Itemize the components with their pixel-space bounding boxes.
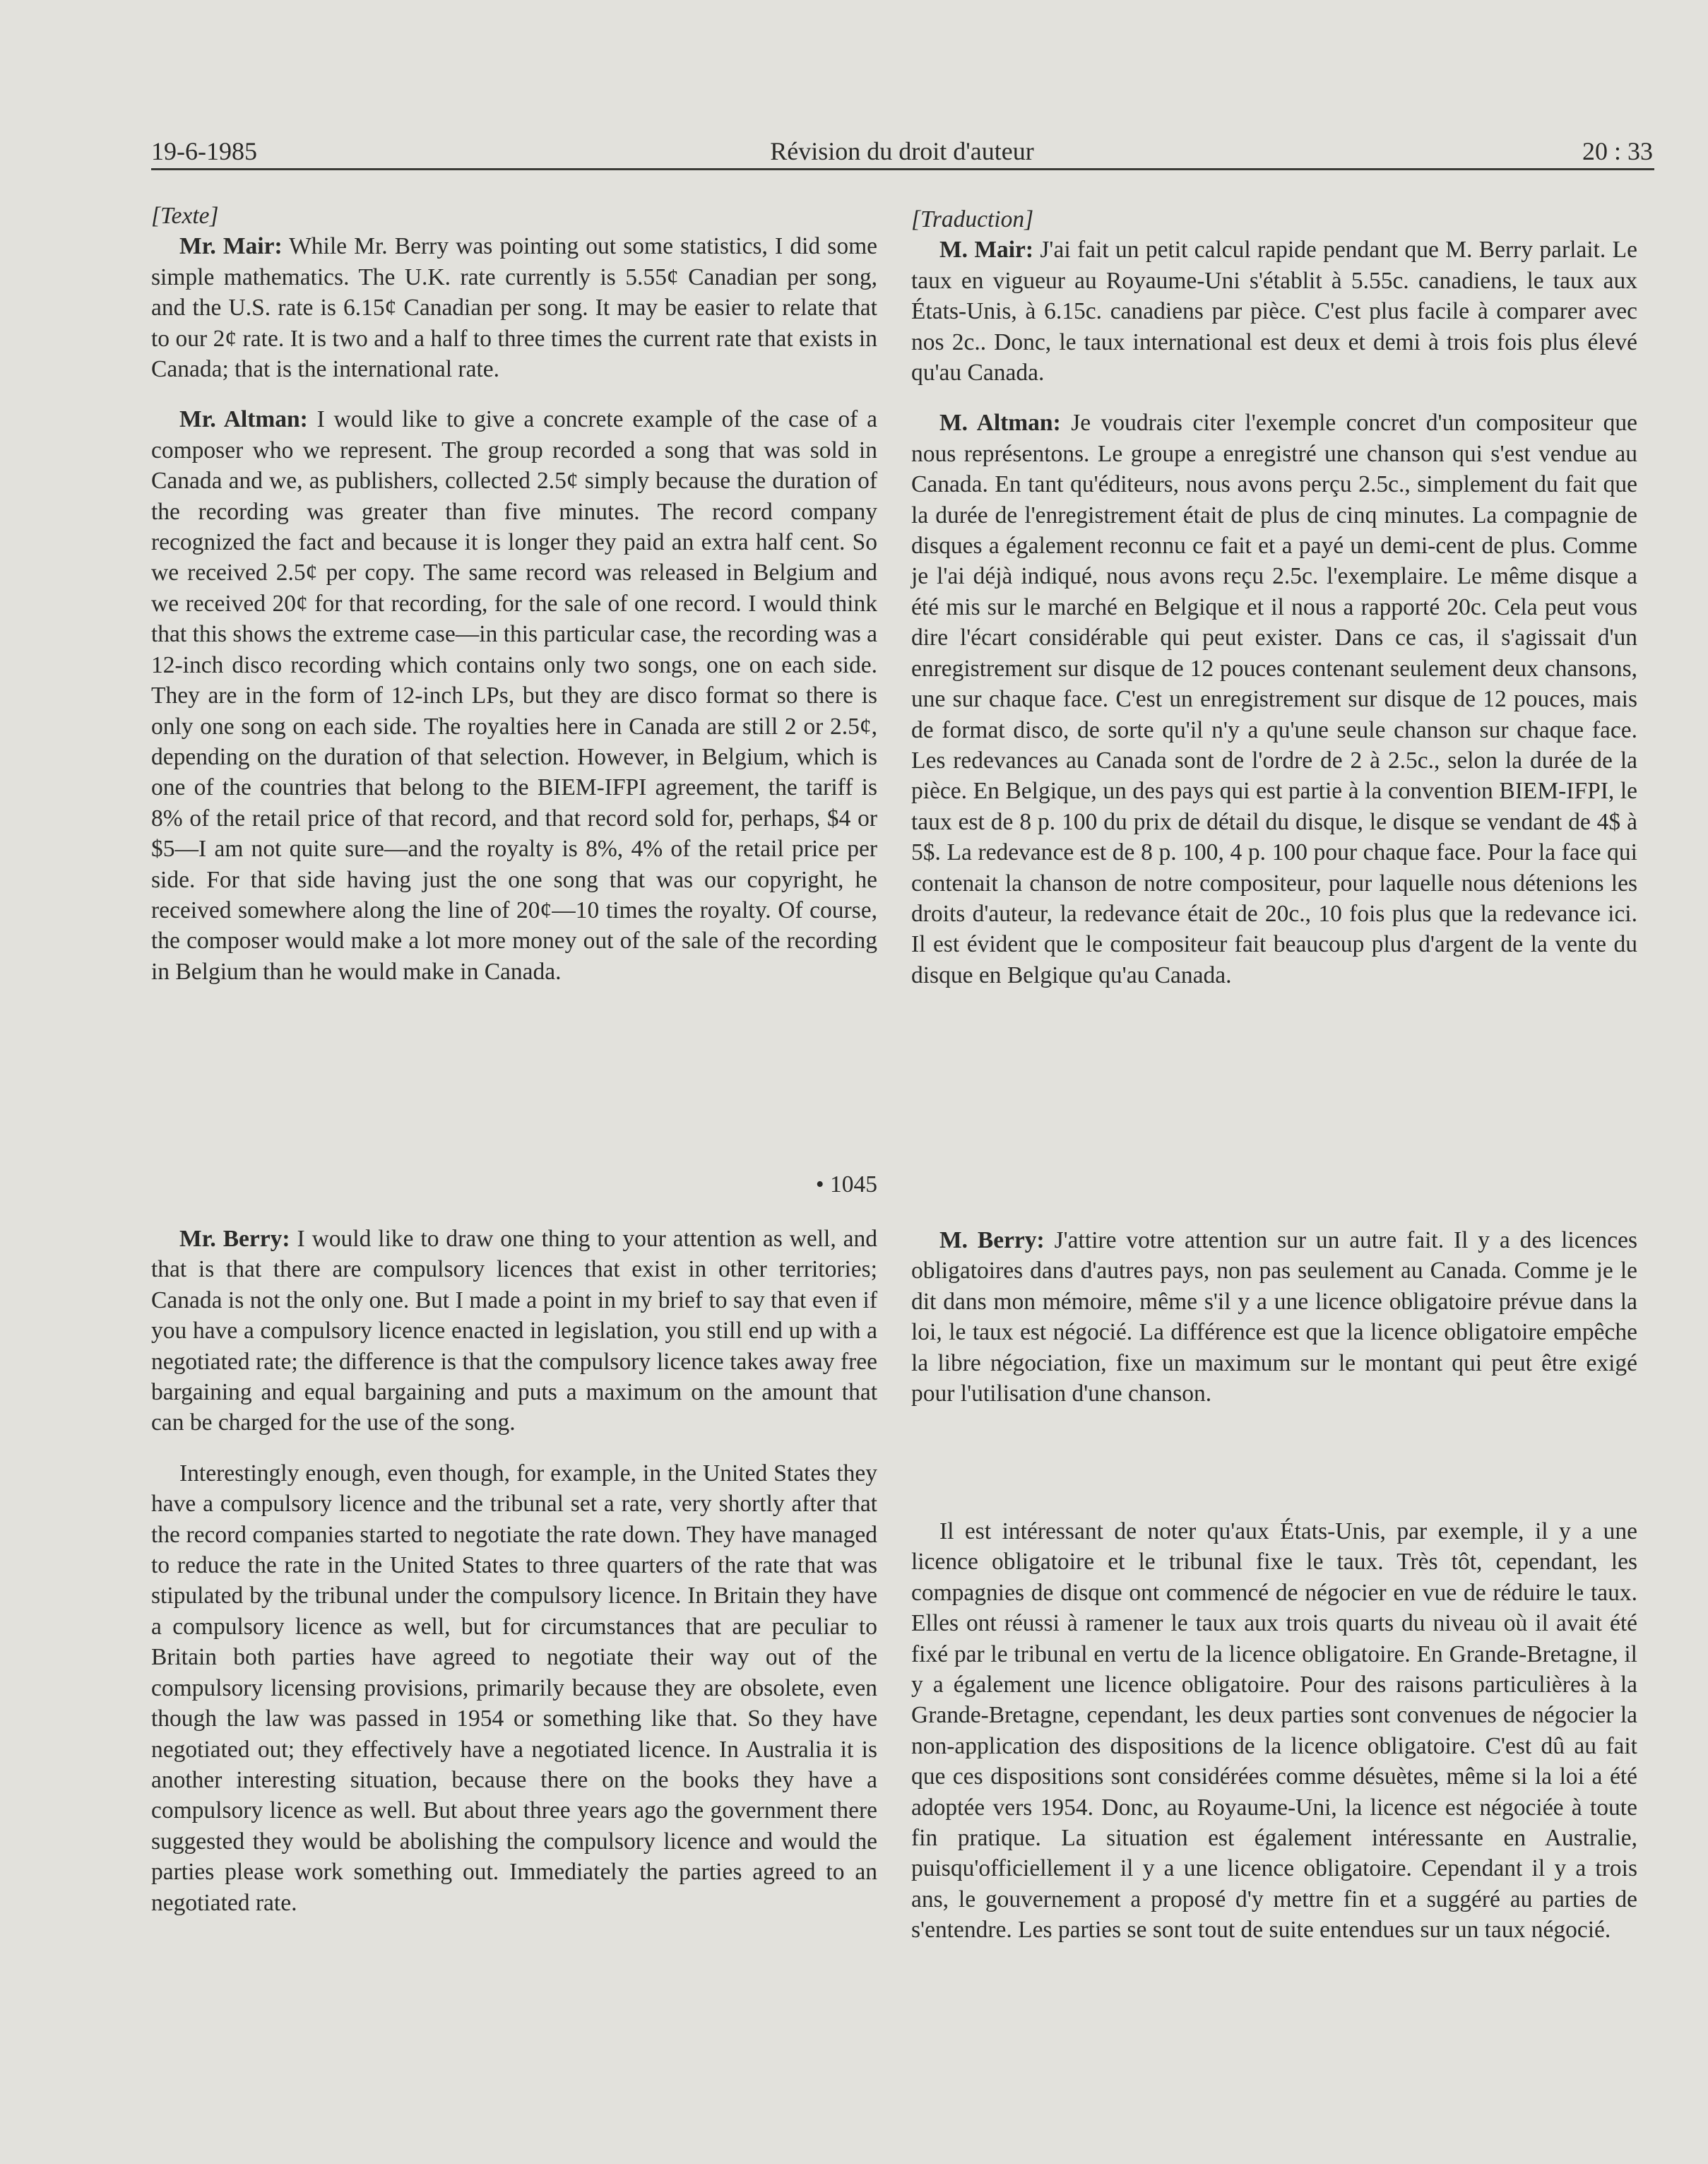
header-title: Révision du droit d'auteur — [770, 137, 1034, 165]
french-language-tag: [Traduction] — [911, 206, 1034, 232]
header-page-number: 20 : 33 — [1582, 137, 1653, 165]
french-column-berry — [911, 1225, 1637, 1409]
english-paragraph-berry-cont: Interestingly enough, even though, for example, in the United States they have a compulsory licence and the tribunal set a rate, very shortly after that the record companies started to negotiate the rate down. They have managed to reduce the rate in the United States to three quarters of the rate that was stipulated by the tribunal under the compulsory licence. In Britain they have a compulsory licence as well, but for circumstances that are peculiar to Britain both parties have agreed to negotiate their way out of the compulsory licensing provisions, primarily because they are obsolete, even though the law was passed in 1954 or something like that. So they have negotiated out; they effectively have a negotiated licence. In Australia it is another interesting situation, because there on the books they have a compulsory licence as well. But about three years ago the government there suggested they would be abolishing the compulsory licence and would the parties please work something out. Immediately the parties agreed to an negotiated rate. — [151, 1460, 877, 1916]
french-column-lower — [911, 1516, 1637, 1946]
speaker-name: Mr. Mair: — [179, 233, 283, 260]
speaker-name: Mr. Berry: — [179, 1226, 290, 1252]
english-column — [151, 201, 877, 987]
header-date: 19-6-1985 — [151, 137, 257, 165]
french-paragraph-altman: M. Altman: Je voudrais citer l'exemple concret d'un compositeur que nous représentons. Le groupe a enregistré une chanson qui s'est vendue au Canada. En tant qu'éditeurs, nous avons perçu 2.5c., simplement du fait que la durée de l'enregistrement était de plus de cinq minutes. La compagnie de disques a également reconnu ce fait et a payé un demi-cent de plus. Comme je l'ai déjà indiqué, nous avons reçu 2.5c. l'exemplaire. Le même disque a été mis sur le marché en Belgique et il nous a rapporté 20c. Cela peut vous dire l'écart considérable qui peut exister. Dans ce cas, il s'agissait d'un enregistrement sur disque de 12 pouces contenant seulement deux chansons, une sur chaque face. C'est un enregistrement sur disque de 12 pouces, mais de format disco, de sorte qu'il n'y a qu'une seule chanson sur chaque face. Les redevances au Canada sont de l'ordre de 2 à 2.5c., selon la durée de la pièce. En Belgique, un des pays qui est partie à la convention BIEM-IFPI, le taux est de 8 p. 100 du prix de détail du disque, le disque se vendant de 4$ à 5$. La redevance est de 8 p. 100, 4 p. 100 pour chaque face. Pour la face qui contenait la chanson de notre compositeur, pour laquelle nous détenions les droits d'auteur, la redevance était de 20c., 10 fois plus que la redevance ici. Il est évident que le compositeur fait beaucoup plus d'argent de la vente du disque en Belgique qu'au Canada. — [911, 410, 1637, 988]
speaker-name: M. Berry: — [939, 1227, 1045, 1253]
french-paragraph-mair: M. Mair: J'ai fait un petit calcul rapide pendant que M. Berry parlait. Le taux en vigueur au Royaume-Uni s'établit à 5.55c. canadiens, le taux aux États-Unis, à 6.15c. canadiens par pièce. C'est plus facile à comparer avec nos 2c.. Donc, le taux international est deux et demi à trois fois plus élevé qu'au Canada. — [911, 237, 1637, 386]
english-language-tag: [Texte] — [151, 203, 219, 229]
speaker-name: M. Mair: — [939, 237, 1034, 264]
english-paragraph-altman: Mr. Altman: I would like to give a concrete example of the case of a composer who we represent. The group recorded a song that was sold in Canada and we, as publishers, collected 2.5¢ simply because the duration of the recording was greater than five minutes. The record company recognized the fact and because it is longer they paid an extra half cent. So we received 2.5¢ per copy. The same record was released in Belgium and we received 20¢ for that recording, for the sale of one record. I would think that this shows the extreme case—in this particular case, the recording was a 12-inch disco recording which contains only two songs, one on each side. They are in the form of 12-inch LPs, but they are disco format so there is only one song on each side. The royalties here in Canada are still 2 or 2.5¢, depending on the duration of that selection. However, in Belgium, which is one of the countries that belong to the BIEM-IFPI agreement, the tariff is 8% of the retail price of that record, and that record sold for, perhaps, $4 or $5—I am not quite sure—and the royalty is 8%, 4% of the retail price per side. For that side having just the one song that was our copyright, he received somewhere along the line of 20¢—10 times the royalty. Of course, the composer would make a lot more money out of the sale of the recording in Belgium than he would make in Canada. — [151, 406, 877, 985]
speaker-name: M. Altman: — [939, 410, 1061, 437]
time-marker: • 1045 — [815, 1171, 877, 1198]
french-paragraph-berry: M. Berry: J'attire votre attention sur un autre fait. Il y a des licences obligatoires dans d'autres pays, non pas seulement au Canada. Comme je le dit dans mon mémoire, même s'il y a une licence obligatoire prévue dans la loi, le taux est négocié. La différence est que la licence obligatoire empêche la libre négociation, fixe un maximum sur le montant qui peut être exigé pour l'utilisation d'une chanson. — [911, 1227, 1637, 1407]
speaker-name: Mr. Altman: — [179, 406, 308, 433]
english-paragraph-mair: Mr. Mair: While Mr. Berry was pointing out some statistics, I did some simple mathematics. The U.K. rate currently is 5.55¢ Canadian per song, and the U.S. rate is 6.15¢ Canadian per song. It may be easier to relate that to our 2¢ rate. It is two and a half to three times the current rate that exists in Canada; that is the international rate. — [151, 233, 877, 383]
header-rule — [151, 168, 1654, 170]
time-marker-block — [151, 1169, 877, 1200]
page-header — [151, 133, 1653, 170]
french-column — [911, 204, 1637, 991]
english-paragraph-berry: Mr. Berry: I would like to draw one thing to your attention as well, and that is that there are compulsory licences that exist in other territories; Canada is not the only one. But I made a point in my brief to say that even if you have a compulsory licence enacted in legislation, you still end up with a negotiated rate; the difference is that the compulsory licence takes away free bargaining and equal bargaining and puts a maximum on the amount that can be charged for the use of the song. — [151, 1226, 877, 1436]
english-column-lower — [151, 1224, 877, 1918]
french-paragraph-berry-cont: Il est intéressant de noter qu'aux États-Unis, par exemple, il y a une licence obligatoire et le tribunal fixe le taux. Très tôt, cependant, les compagnies de disque ont commencé de négocier en vue de réduire le taux. Elles ont réussi à ramener le taux aux trois quarts du niveau où il avait été fixé par le tribunal en vertu de la licence obligatoire. En Grande-Bretagne, il y a également une licence obligatoire. Pour des raisons particulières à la Grande-Bretagne, cependant, les deux parties sont convenues de négocier la non-application des dispositions de la licence obligatoire. C'est dû au fait que ces dispositions sont considérées comme désuètes, même si la loi a été adoptée vers 1954. Donc, au Royaume-Uni, la licence est négociée à toute fin pratique. La situation est également intéressante en Australie, puisqu'officiellement il y a une licence obligatoire. Cependant il y a trois ans, le gouvernement a proposé d'y mettre fin et a suggéré au parties de s'entendre. Les parties se sont tout de suite entendues sur un taux négocié. — [911, 1518, 1637, 1944]
